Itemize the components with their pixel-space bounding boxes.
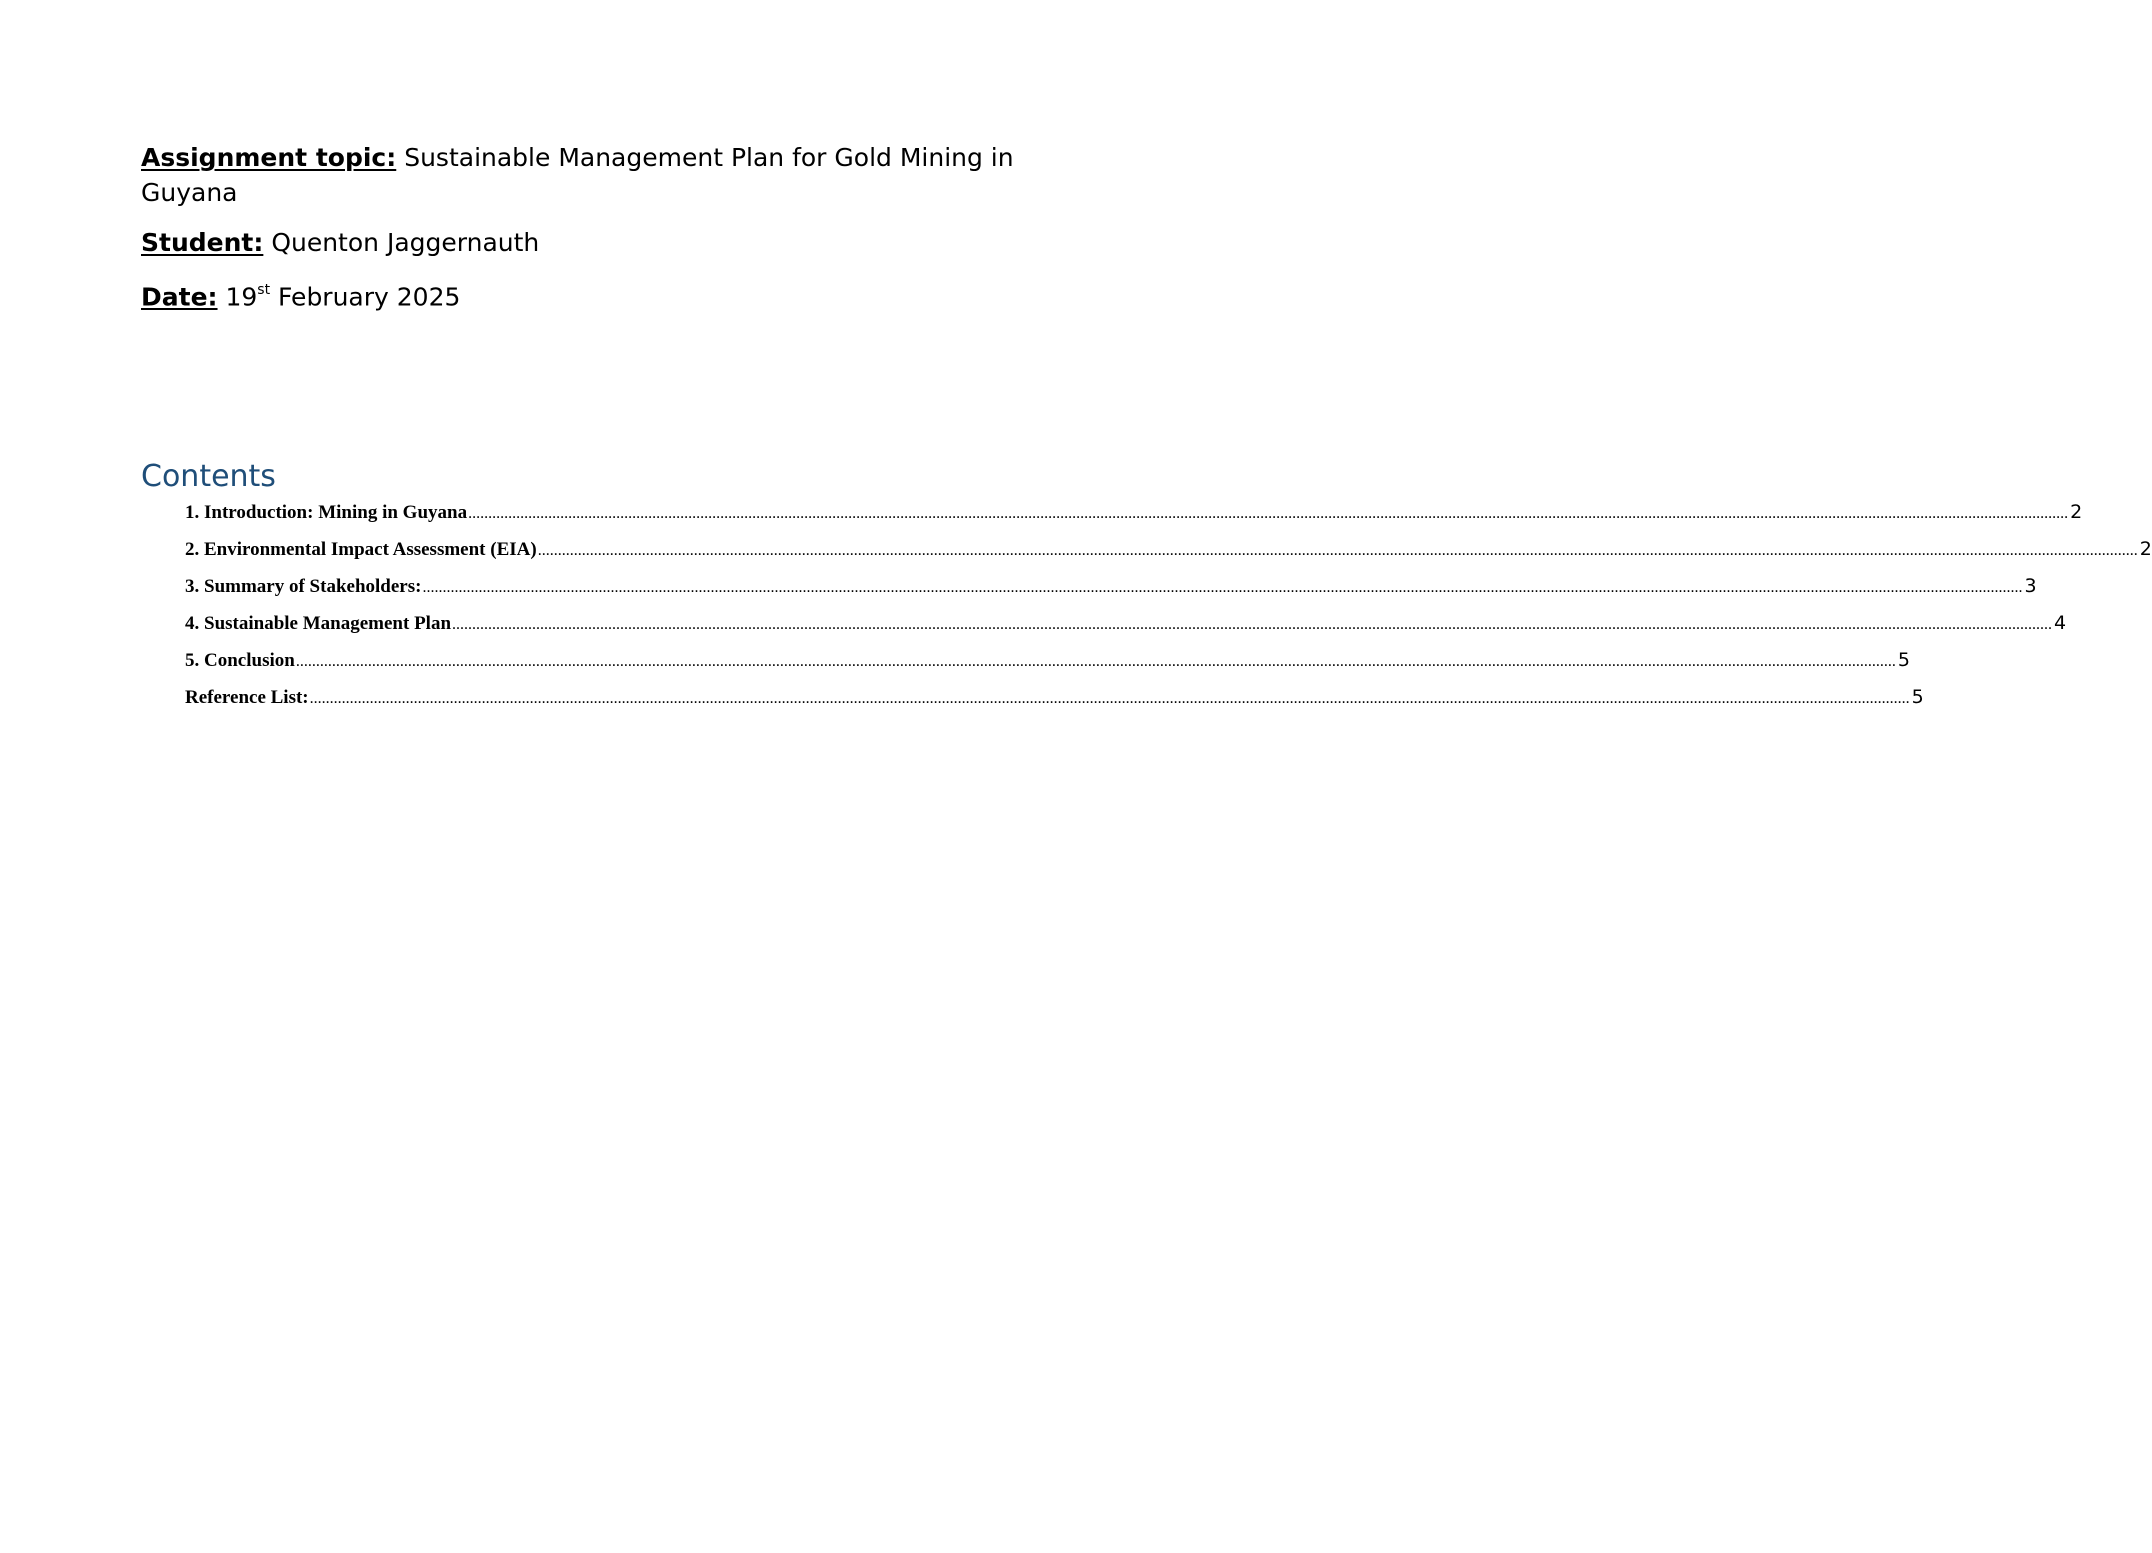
student-line bbox=[141, 225, 1021, 260]
date-month-year: February 2025 bbox=[278, 282, 461, 312]
toc-entry[interactable] bbox=[185, 682, 1924, 719]
toc-entry[interactable] bbox=[185, 534, 2152, 571]
toc-entry[interactable] bbox=[185, 608, 2067, 645]
toc-page-number: 2 bbox=[2070, 501, 2083, 523]
toc-dot-leader: ................................................................................................................................................................................................................................................................................................................................................................................................................ bbox=[422, 579, 2023, 596]
toc-page-number: 5 bbox=[1897, 649, 1910, 671]
toc-entry[interactable] bbox=[185, 497, 2083, 534]
assignment-topic-line bbox=[141, 140, 1021, 210]
title-block bbox=[141, 140, 1021, 329]
toc-page-number: 5 bbox=[1911, 686, 1924, 708]
toc-entry-title: 4. Sustainable Management Plan bbox=[185, 613, 452, 634]
date-label: Date: bbox=[141, 282, 218, 312]
assignment-topic-label: Assignment topic: bbox=[141, 143, 397, 172]
toc-entry-title: 5. Conclusion bbox=[185, 650, 295, 671]
toc-dot-leader: ................................................................................................................................................................................................................................................................................................................................................................................................................ bbox=[537, 542, 2138, 559]
table-of-contents bbox=[185, 497, 2152, 719]
toc-dot-leader: ................................................................................................................................................................................................................................................................................................................................................................................................................ bbox=[295, 653, 1896, 670]
date-day: 19 bbox=[225, 282, 258, 312]
toc-entry[interactable] bbox=[185, 645, 1910, 682]
toc-entry-title: Reference List: bbox=[185, 687, 309, 708]
student-label: Student: bbox=[141, 228, 264, 257]
toc-entry[interactable] bbox=[185, 571, 2037, 608]
toc-entry-title: 1. Introduction: Mining in Guyana bbox=[185, 502, 468, 523]
contents-heading: Contents bbox=[141, 459, 276, 494]
toc-dot-leader: ................................................................................................................................................................................................................................................................................................................................................................................................................ bbox=[468, 505, 2069, 522]
assignment-topic-value: Sustainable Management Plan for Gold Mining in Guyana bbox=[141, 143, 1014, 207]
toc-entry-title: 2. Environmental Impact Assessment (EIA) bbox=[185, 539, 537, 560]
toc-page-number: 2 bbox=[2139, 538, 2152, 560]
date-ordinal-suffix: st bbox=[257, 282, 271, 298]
toc-page-number: 4 bbox=[2054, 612, 2067, 634]
toc-page-number: 3 bbox=[2024, 575, 2037, 597]
student-name: Quenton Jaggernauth bbox=[271, 228, 540, 257]
toc-dot-leader: ................................................................................................................................................................................................................................................................................................................................................................................................................ bbox=[452, 616, 2053, 633]
date-line bbox=[141, 275, 1021, 314]
toc-entry-title: 3. Summary of Stakeholders: bbox=[185, 576, 422, 597]
toc-dot-leader: ................................................................................................................................................................................................................................................................................................................................................................................................................ bbox=[309, 690, 1910, 707]
